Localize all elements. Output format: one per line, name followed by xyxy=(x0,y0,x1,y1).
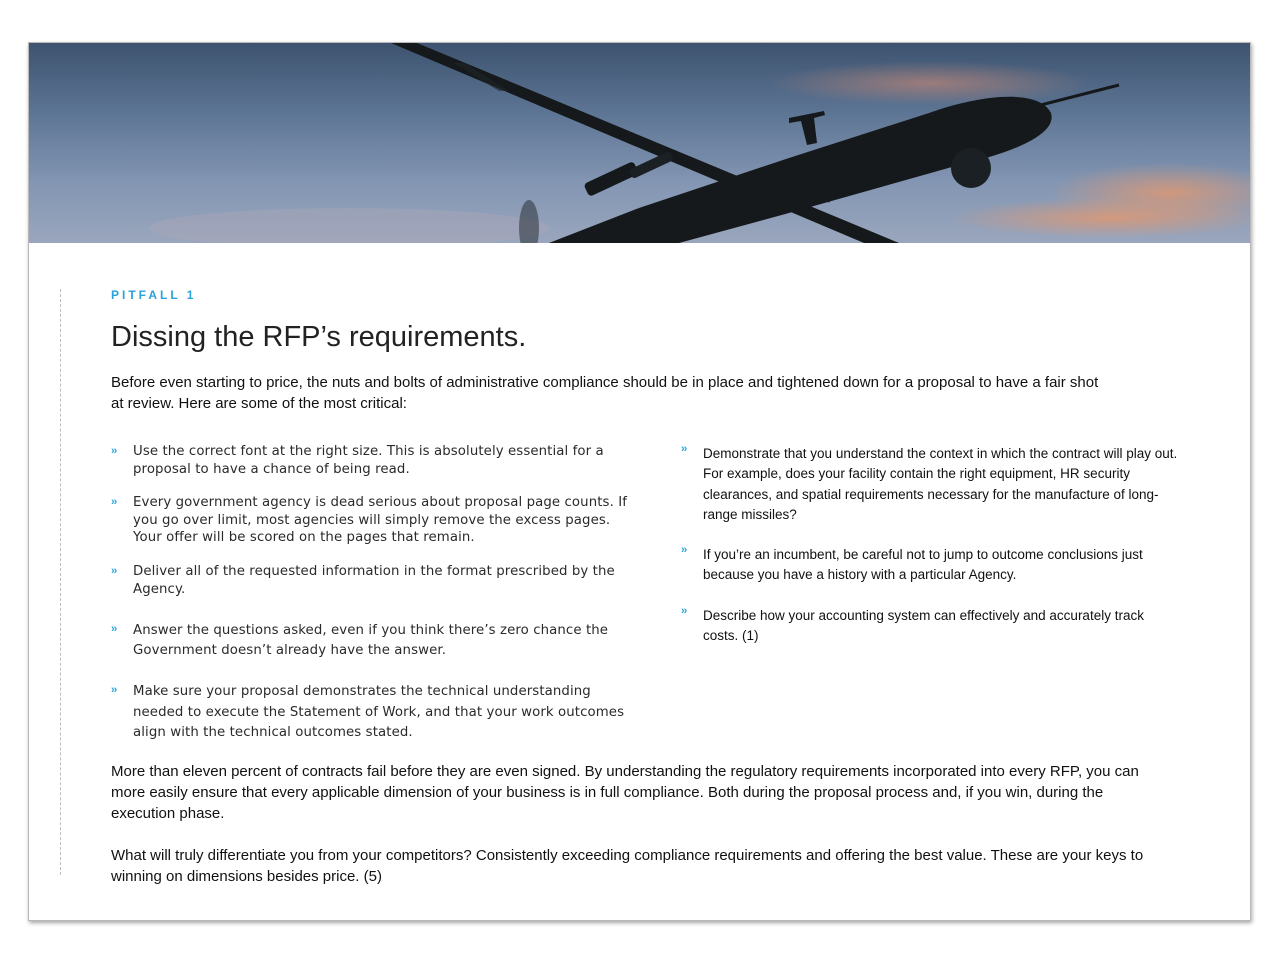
chevron-bullet-icon: ›› xyxy=(111,496,117,508)
bullet-text: Demonstrate that you understand the context in which the contract will play out. For example, does your facility contain the right equipment, HR security clearances, and spatial requirements necessary for the manufacture of long-range missiles? xyxy=(703,446,1178,522)
chevron-bullet-icon: ›› xyxy=(111,684,117,696)
page-title: Dissing the RFP’s requirements. xyxy=(111,321,527,353)
bullet-text: Use the correct font at the right size. This is absolutely essential for a proposal to have a chance of being read. xyxy=(133,444,604,477)
chevron-bullet-icon: ›› xyxy=(111,565,117,577)
list-item xyxy=(111,563,631,598)
list-item xyxy=(111,443,631,478)
document-page xyxy=(28,42,1251,921)
bullet-text: Make sure your proposal demonstrates the technical understanding needed to execute the Statement of Work, and that your work outcomes align with the technical outcomes stated. xyxy=(133,684,625,740)
body-paragraph-1: More than eleven percent of contracts fail before they are even signed. By understanding the regulatory requirements incorporated into every RFP, you can more easily ensure that every applicable dimension of your business is in full compliance. Both during the proposal process and, if you win, during the execution phase. xyxy=(111,763,1139,822)
list-item xyxy=(111,494,631,547)
chevron-bullet-icon: ›› xyxy=(681,544,687,556)
list-item xyxy=(681,606,1181,647)
bullet-text: Describe how your accounting system can effectively and accurately track costs. (1) xyxy=(703,608,1144,644)
bullet-text: If you’re an incumbent, be careful not to jump to outcome conclusions just because you have a history with a particular Agency. xyxy=(703,547,1143,583)
hero-drone-image xyxy=(29,43,1250,243)
list-item xyxy=(681,545,1181,586)
list-item xyxy=(111,621,631,661)
margin-dashed-rule xyxy=(60,289,61,875)
drone-illustration xyxy=(29,43,1250,243)
intro-paragraph: Before even starting to price, the nuts and bolts of administrative compliance should be in place and tightened down for a proposal to have a fair shot at review. Here are some of the most critical: xyxy=(111,374,1099,412)
chevron-bullet-icon: ›› xyxy=(681,443,687,455)
chevron-bullet-icon: ›› xyxy=(681,605,687,617)
body-paragraph-2: What will truly differentiate you from your competitors? Consistently exceeding compliance requirements and offering the best value. These are your keys to winning on dimensions besides price. (5) xyxy=(111,847,1144,885)
list-item xyxy=(111,682,631,744)
bullet-text: Every government agency is dead serious about proposal page counts. If you go over limit, most agencies will simply remove the excess pages. Your offer will be scored on the pages that remain. xyxy=(133,495,628,545)
pitfall-label: PITFALL 1 xyxy=(111,288,197,302)
bullet-text: Answer the questions asked, even if you think there’s zero chance the Government doesn’t already have the answer. xyxy=(133,623,609,658)
list-item xyxy=(681,444,1181,525)
chevron-bullet-icon: ›› xyxy=(111,445,117,457)
chevron-bullet-icon: ›› xyxy=(111,623,117,635)
bullet-text: Deliver all of the requested information in the format prescribed by the Agency. xyxy=(133,564,615,597)
